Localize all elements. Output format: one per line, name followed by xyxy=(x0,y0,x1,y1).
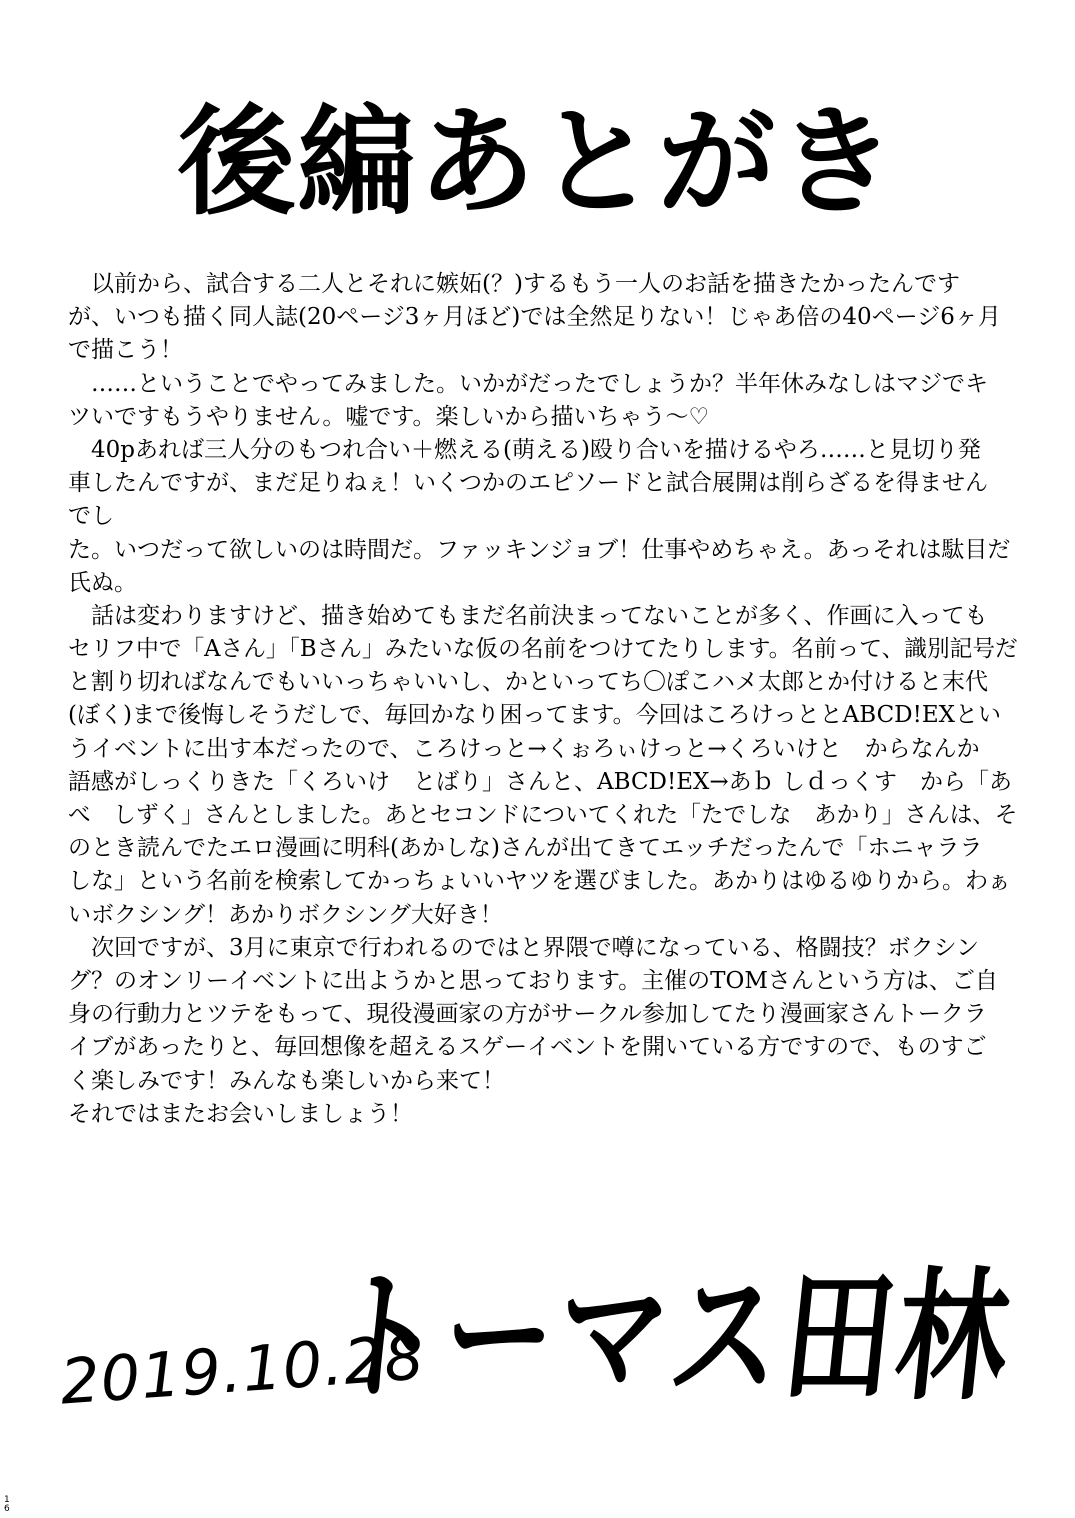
body-line: 語感がしっくりきた「くろいけ とばり」さんと、ABCD!EX→あｂ しｄっくす から「あ xyxy=(68,768,1012,795)
body-line: が、いつも描く同人誌(20ページ3ヶ月ほど)では全然足りない！じゃあ倍の40ページ6ヶ月 xyxy=(68,304,1001,331)
body-line: べ しずく」さんとしました。あとセコンドについてくれた「たでしな あかり」さんは、そ xyxy=(68,802,1018,828)
body-line: セリフ中で「Aさん」「Bさん」みたいな仮の名前をつけてたりします。名前って、識別記号だ xyxy=(68,636,1018,663)
afterword-title: 後編あとがき xyxy=(177,93,898,231)
body-line: く楽しみです！みんなも楽しいから来て！ xyxy=(68,1067,505,1094)
body-line: 身の行動力とツテをもって、現役漫画家の方がサークル参加してたり漫画家さんトークラ xyxy=(68,1001,987,1028)
author-signature xyxy=(57,1240,1020,1440)
body-line: 次回ですが、3月に東京で行われるのではと界隈で噂になっている、格闘技？ボクシン xyxy=(68,934,980,961)
body-line: ツいですもうやりません。嘘です。楽しいから描いちゃう～♡ xyxy=(68,403,710,430)
body-line: しな」という名前を検索してかっちょいいヤツを選びました。あかりはゆるゆりから。わぁ xyxy=(68,868,1011,895)
body-line: でし xyxy=(68,503,114,530)
body-line: いボクシング！あかりボクシング大好き！ xyxy=(68,901,503,928)
body-line: と割り切ればなんでもいいっちゃいいし、かといってち〇ぽこハメ太郎とか付けると末代 xyxy=(68,669,988,696)
afterword-body xyxy=(68,268,1018,1131)
body-line: のとき読んでたエロ漫画に明科(あかしな)さんが出てきてエッチだったんで「ホニャララ xyxy=(68,835,983,862)
body-line: グ？のオンリーイベントに出ようかと思っております。主催のTOMさんという方は、ご自 xyxy=(68,967,998,994)
body-line: ……ということでやってみました。いかがだったでしょうか？半年休みなしはマジでキ xyxy=(68,370,988,397)
body-line: 40pあれば三人分のもつれ合い＋燃える(萌える)殴り合いを描けるやろ……と見切り発 xyxy=(68,436,981,463)
body-line: うイベントに出す本だったので、ころけっと→くぉろぃけっと→くろいけと からなんか xyxy=(68,735,980,762)
body-line: (ぼく)まで後悔しそうだしで、毎回かなり困ってます。今回はころけっととABCD!EXとい xyxy=(68,702,1002,729)
body-line: で描こう！ xyxy=(68,337,183,364)
signature-date: 2019.10.28 xyxy=(57,1320,428,1419)
body-line: それではまたお会いしましょう！ xyxy=(68,1100,413,1127)
body-line: 車したんですが、まだ足りねぇ！いくつかのエピソードと試合展開は削らざるを得ません xyxy=(68,470,988,497)
body-line: た。いつだって欲しいのは時間だ。ファッキンジョブ！仕事やめちゃえ。あっそれは駄目だ xyxy=(68,536,1011,563)
body-line: 話は変わりますけど、描き始めてもまだ名前決まってないことが多く、作画に入っても xyxy=(68,602,988,629)
signature-name: トーマス田林 xyxy=(321,1255,1020,1420)
body-line: イブがあったりと、毎回想像を超えるスゲーイベントを開いている方ですので、ものすご xyxy=(68,1034,987,1061)
body-line: 以前から、試合する二人とそれに嫉妬(？)するもう一人のお話を描きたかったんです xyxy=(68,271,960,297)
page-number: 16 xyxy=(4,1495,10,1514)
body-line: 氏ぬ。 xyxy=(68,569,137,596)
